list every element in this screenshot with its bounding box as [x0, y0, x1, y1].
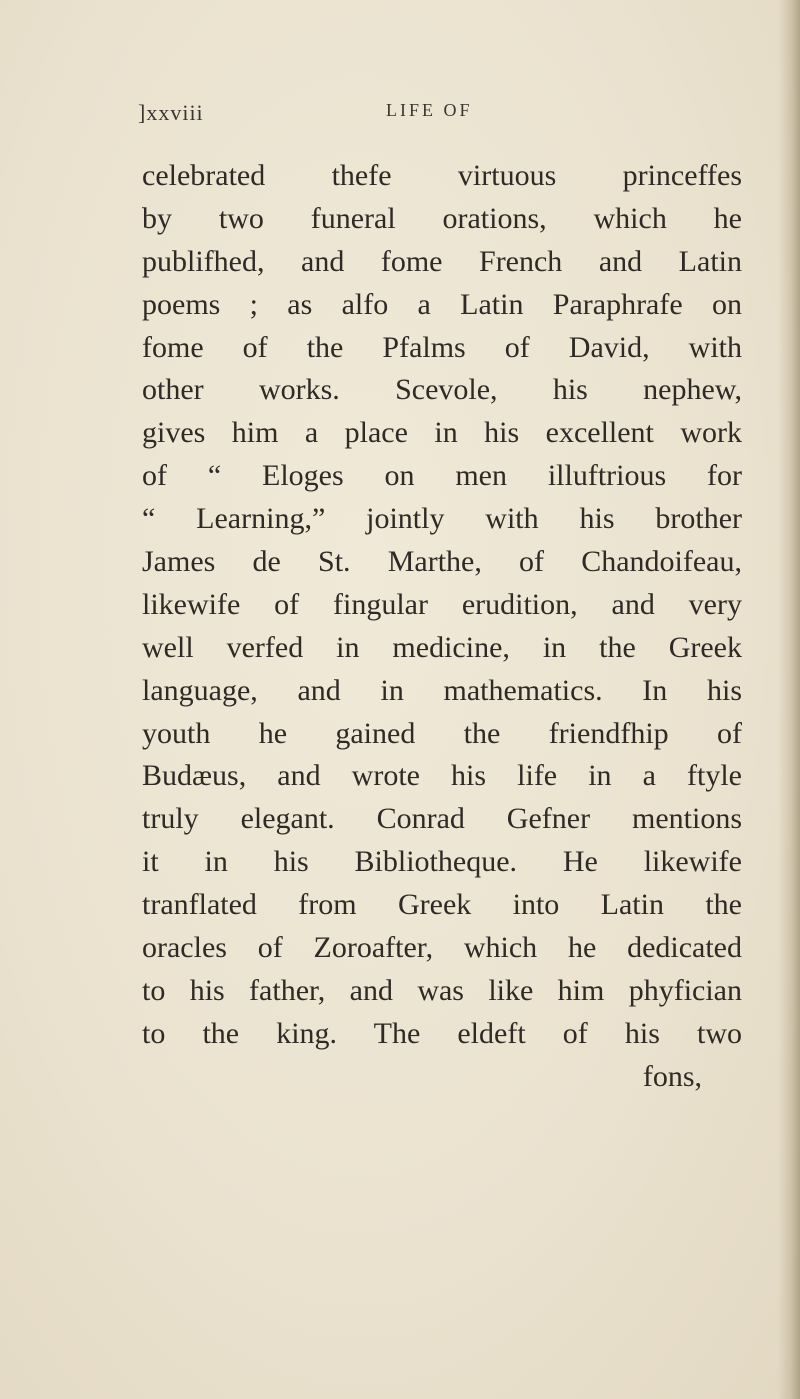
text-line: youth he gained the friendfhip of — [142, 716, 742, 750]
page-number: ]xxviii — [138, 100, 204, 125]
text-line: tranflated from Greek into Latin the — [142, 888, 742, 922]
text-line: of “ Eloges on men illuftrious for — [142, 459, 742, 493]
running-head: LIFE OF — [386, 100, 473, 120]
text-line: language, and in mathematics. In his — [142, 673, 742, 707]
text-line: fome of the Pfalms of David, with — [142, 330, 742, 364]
text-line: Budæus, and wrote his life in a ftyle — [142, 759, 742, 793]
catchword: fons, — [642, 1059, 702, 1093]
text-line: to his father, and was like him phyfician — [142, 973, 742, 1007]
text-line: by two funeral orations, which he — [142, 201, 742, 235]
text-line: truly elegant. Conrad Gefner mentions — [142, 802, 742, 836]
text-line: gives him a place in his excellent work — [142, 416, 742, 450]
text-line: publifhed, and fome French and Latin — [142, 244, 742, 278]
page-header — [138, 100, 518, 130]
text-line: likewife of fingular erudition, and very — [142, 587, 742, 621]
text-line: James de St. Marthe, of Chandoifeau, — [142, 545, 742, 579]
text-line: oracles of Zoroafter, which he dedicated — [142, 931, 742, 965]
text-line: celebrated thefe virtuous princeffes — [142, 159, 742, 192]
text-line: it in his Bibliotheque. He likewife — [142, 845, 742, 879]
text-line: to the king. The eldeft of his two — [142, 1016, 742, 1050]
page-edge-shadow — [778, 0, 800, 1399]
text-line: well verfed in medicine, in the Greek — [142, 630, 742, 664]
text-line: poems ; as alfo a Latin Paraphrafe on — [142, 287, 742, 321]
body-text — [142, 155, 742, 1099]
text-line: “ Learning,” jointly with his brother — [142, 502, 742, 536]
text-line: other works. Scevole, his nephew, — [142, 373, 742, 407]
